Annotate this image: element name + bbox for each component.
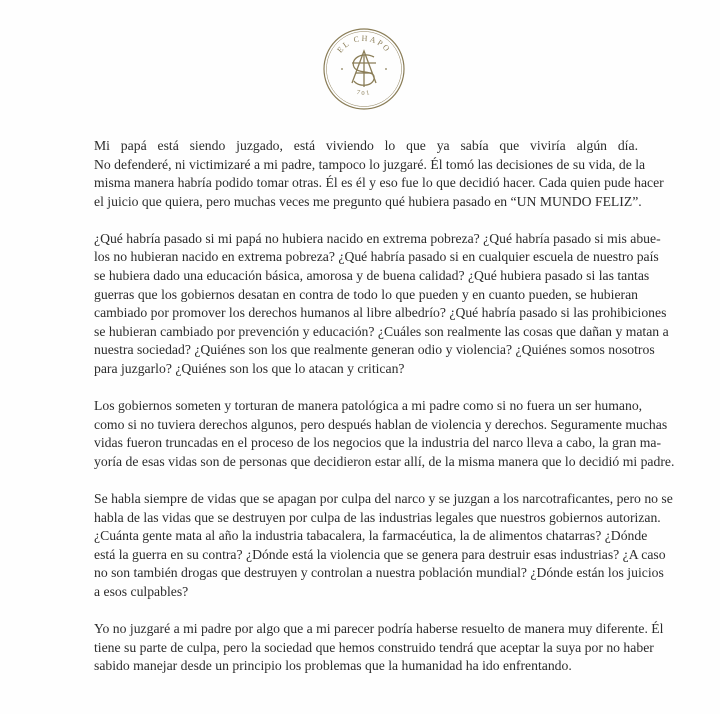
letter-line: Yo no juzgaré a mi padre por algo que a mi parecer podría haberse resuelto de manera muy diferente. Él — [94, 621, 664, 637]
letter-paragraph — [94, 490, 673, 602]
letter-line: no son también drogas que destruyen y controlan a nuestra población mundial? ¿Dónde están los juicios — [94, 565, 664, 581]
letter-line: nuestra sociedad? ¿Quiénes son los que realmente generan odio y violencia? ¿Quiénes somos nosotros — [94, 342, 655, 358]
letter-line: Mi papá está siendo juzgado, está viviendo lo que ya sabía que viviría algún día. — [94, 138, 638, 153]
letter-line: a esos culpables? — [94, 583, 189, 599]
letter-line: cambiado por promover los derechos humanos al libre albedrío? ¿Qué habría pasado si las prohibiciones — [94, 305, 667, 321]
el-chapo-seal-logo — [322, 27, 406, 111]
letter-line: sabido manejar desde un principio los problemas que la humanidad ha ido enfrentando. — [94, 658, 572, 674]
letter-line: está la guerra en su contra? ¿Dónde está la violencia que se genera para destruir esas industrias? ¿A caso — [94, 546, 666, 562]
letter-line: Los gobiernos someten y torturan de manera patológica a mi padre como si no fuera un ser humano, — [94, 398, 643, 414]
letter-line: guerras que los gobiernos desatan en contra de todo lo que pueden y en cuanto pueden, se hubieran — [94, 286, 638, 302]
letter-line: como si no tuviera derechos algunos, pero después hablan de violencia y derechos. Seguramente muchas — [94, 416, 668, 432]
svg-text:701: 701 — [355, 89, 373, 98]
letter-paragraph — [94, 137, 664, 211]
letter-paragraph — [94, 397, 675, 471]
letter-line: el juicio que quiera, pero muchas veces me pregunto qué hubiera pasado en “UN MUNDO FELIZ”. — [94, 193, 642, 209]
letter-line: se hubiera dado una educación básica, amorosa y de buena calidad? ¿Qué hubiera pasado si las tantas — [94, 268, 650, 284]
letter-line: vidas fueron truncadas en el proceso de los negocios que la industria del narco lleva a cabo, la gran ma- — [94, 435, 662, 451]
letter-paragraph — [94, 230, 669, 379]
letter-line: se hubieran cambiado por prevención y educación? ¿Cuáles son realmente las cosas que dañan y matan a — [94, 323, 669, 339]
letter-line: Se habla siempre de vidas que se apagan por culpa del narco y se juzgan a los narcotraficantes, pero no se — [94, 491, 673, 506]
letter-line: tiene su parte de culpa, pero la sociedad que hemos construido tendrá que aceptar la suya por no haber — [94, 639, 654, 655]
letter-line: para juzgarlo? ¿Quiénes son los que lo atacan y critican? — [94, 361, 405, 377]
svg-text:EL CHAPO: EL CHAPO — [335, 33, 393, 55]
letter-line: yoría de esas vidas son de personas que decidieron estar allí, de la misma manera que lo decidió mi padre. — [94, 453, 675, 469]
letter-line: misma manera habría podido tomar otras. Él es él y eso fue lo que decidió hacer. Cada quien pude hacer — [94, 175, 664, 191]
letter-paragraph — [94, 620, 664, 676]
letter-line: los no hubieran nacido en extrema pobreza? ¿Qué habría pasado si en cualquier escuela de nuestro país — [94, 249, 659, 265]
seal-emblem-icon — [322, 27, 406, 111]
letter-line: No defenderé, ni victimizaré a mi padre, tampoco lo juzgaré. Él tomó las decisiones de su vida, de la — [94, 156, 646, 172]
letter-line: ¿Qué habría pasado si mi papá no hubiera nacido en extrema pobreza? ¿Qué habría pasado si mis abue- — [94, 230, 661, 246]
letter-line: habla de las vidas que se destruyen por culpa de las industrias legales que nuestros gobiernos autorizan. — [94, 509, 661, 525]
letter-body — [94, 137, 675, 694]
letter-line: ¿Cuánta gente mata al año la industria tabacalera, la farmacéutica, la de alimentos chatarras? ¿Dónde — [94, 528, 648, 544]
